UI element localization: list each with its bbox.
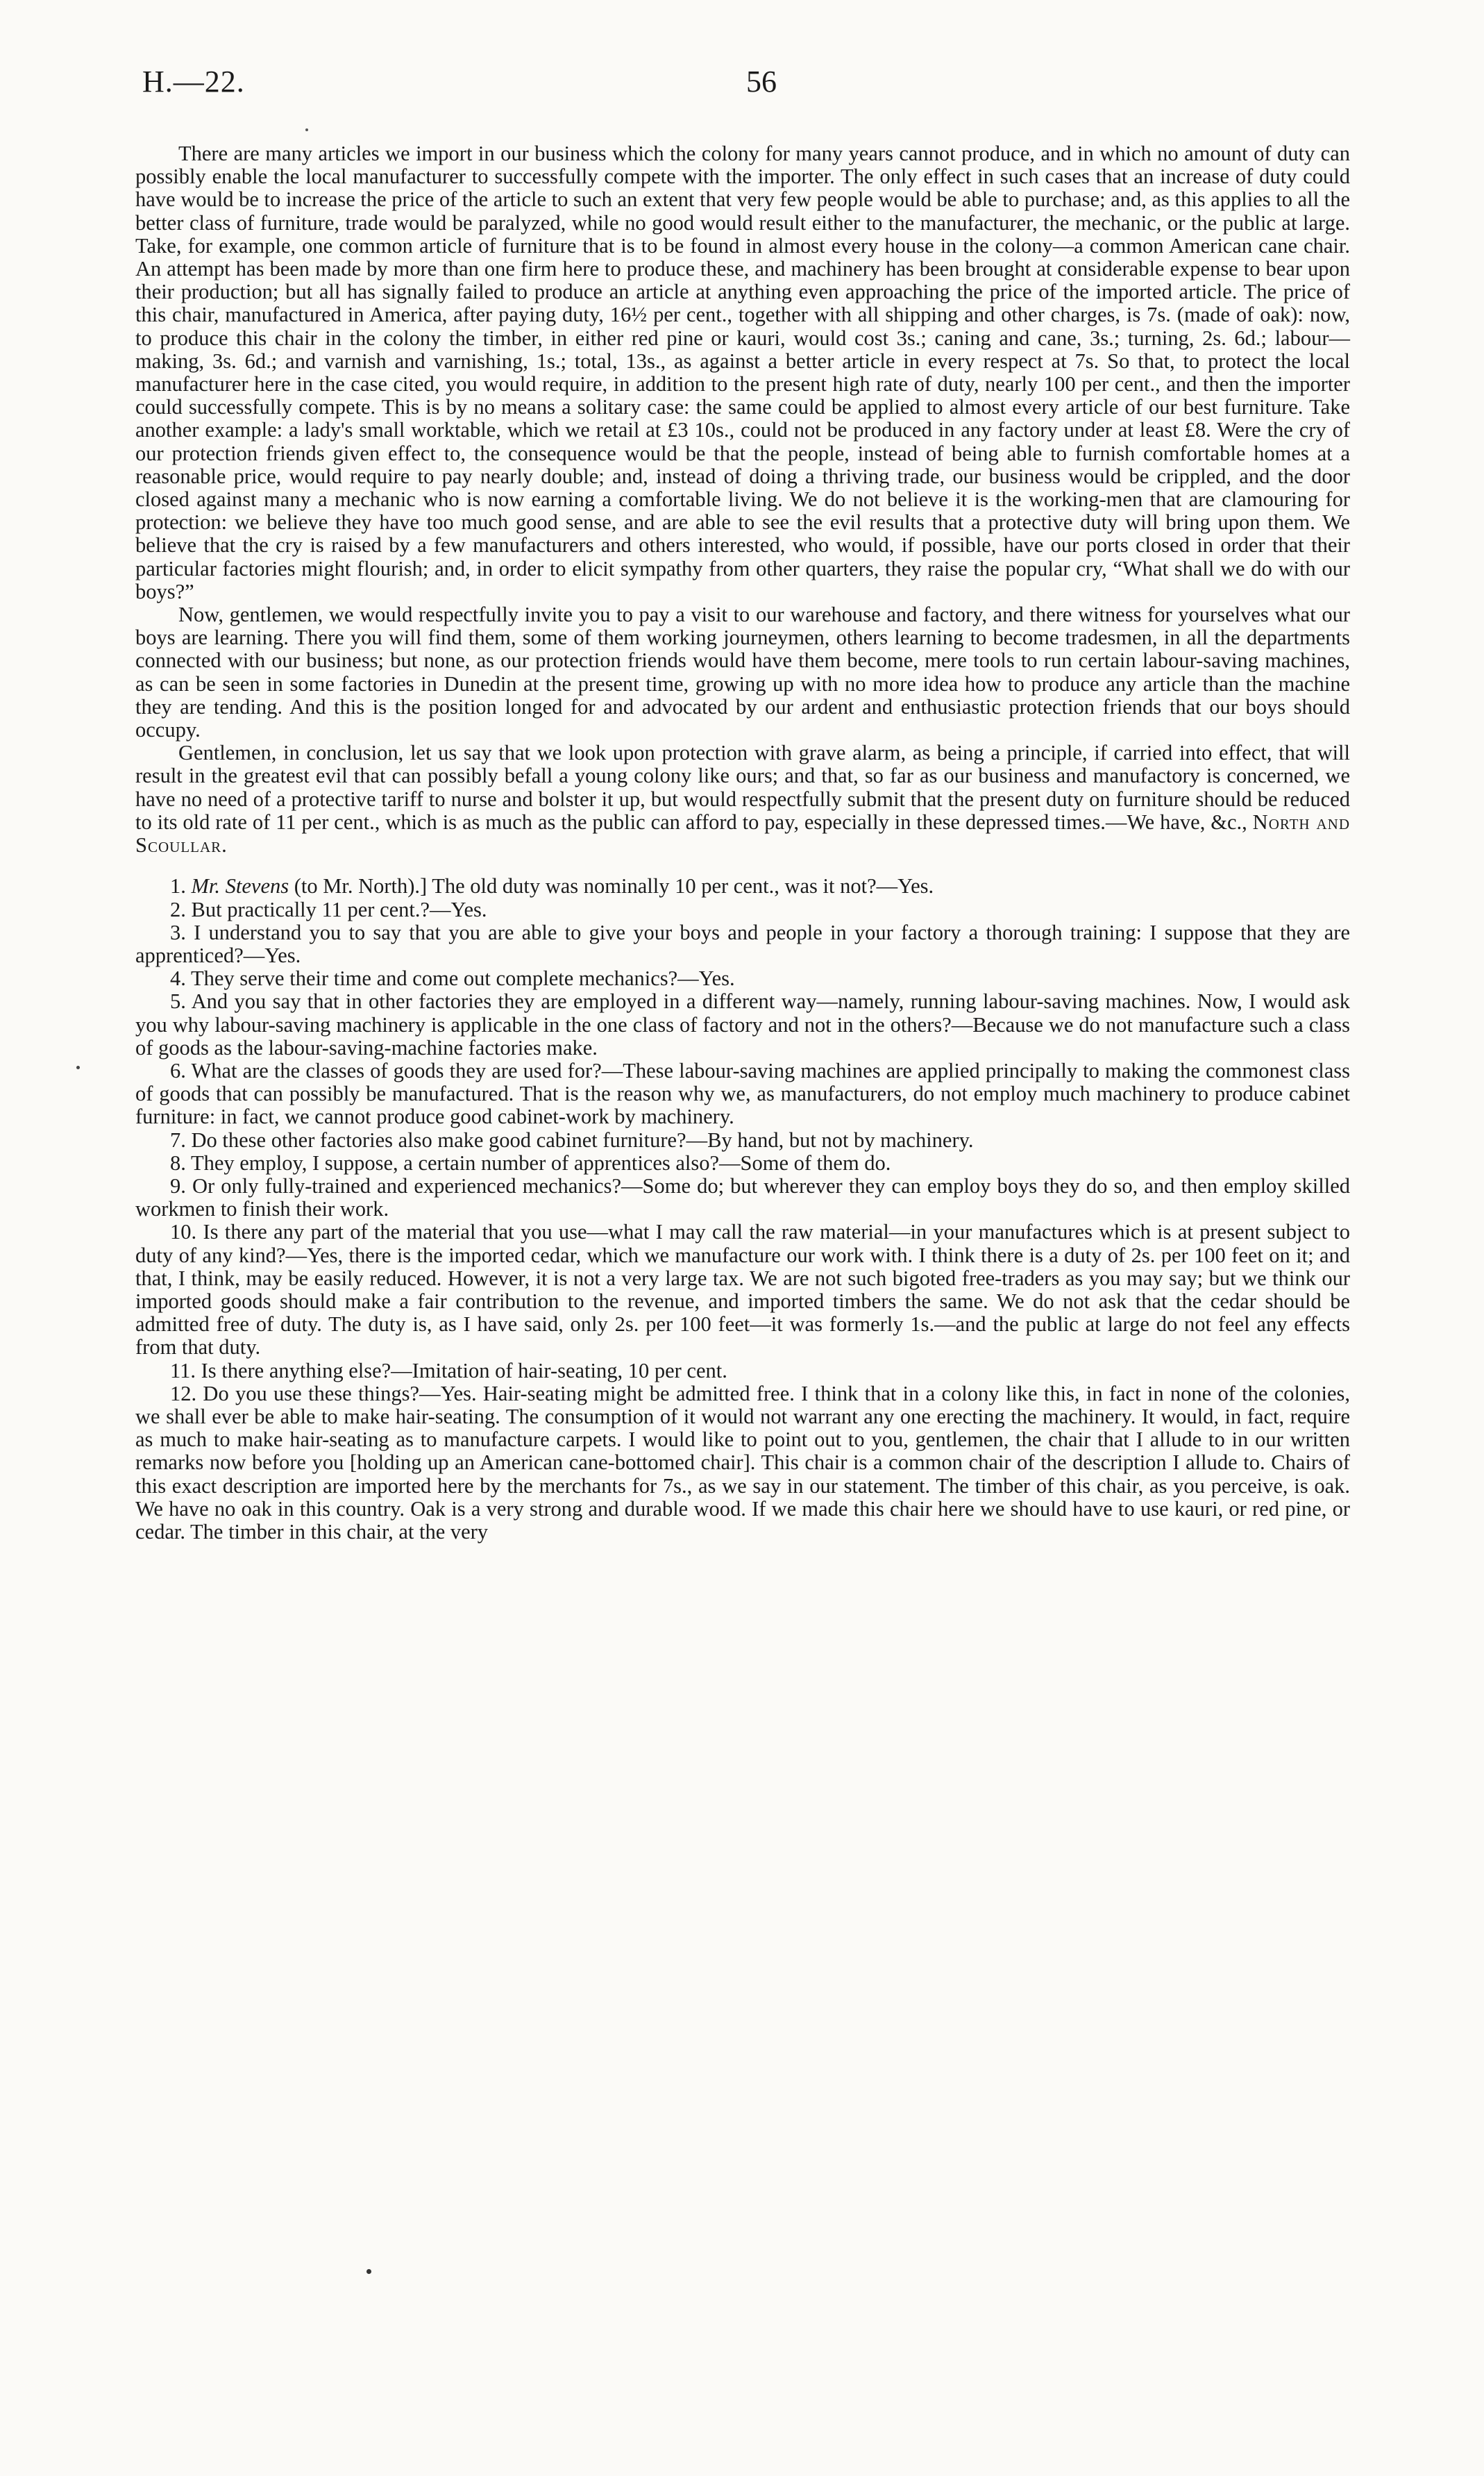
question-item: 4. They serve their time and come out complete mechanics?—Yes. <box>170 967 735 991</box>
closing-text: Gentlemen, in conclusion, let us say that we look upon protection with grave alarm, as being a principle, if carried into effect, that will result in the greatest evil that can possibly befall a young colony like ours; and that, so far as our business and manufactory is concerned, we have no need of a protective tariff to nurse and bolster it up, but would respectfully submit that the present duty on furniture should be reduced to its old rate of 11 per cent., which is as much as the public can afford to pay, especially in these depressed times.—We have, &c., <box>135 741 1350 834</box>
document-reference: H.—22. <box>142 65 245 99</box>
margin-mark <box>76 1066 80 1069</box>
question-item: 11. Is there anything else?—Imitation of hair-seating, 10 per cent. <box>170 1358 727 1382</box>
question-item: 2. But practically 11 per cent.?—Yes. <box>170 897 487 921</box>
evidence-questions <box>135 875 1350 1544</box>
page-header <box>142 64 1343 112</box>
speaker-name: Mr. Stevens <box>191 874 289 898</box>
document-body <box>135 142 1350 1544</box>
question-item: 8. They employ, I suppose, a certain number of apprentices also?—Some of them do. <box>170 1151 891 1175</box>
question-item: 5. And you say that in other factories they are employed in a different way—namely, running labour-saving machines. Now, I would ask you why labour-saving machinery is applicable in the one class of factory and not in the others?—Because we do not manufacture such a class of goods as the labour-saving-machine factories make. <box>135 989 1350 1060</box>
closing-paragraph <box>135 742 1350 857</box>
question-item: 7. Do these other factories also make good cabinet furniture?—By hand, but not by machinery. <box>170 1128 974 1152</box>
question-item: 9. Or only fully-trained and experienced mechanics?—Some do; but wherever they can employ boys they do so, and then employ skilled workmen to finish their work. <box>135 1173 1350 1221</box>
signature: North and Scoullar. <box>135 810 1351 858</box>
question-item <box>135 875 1350 898</box>
print-speck <box>305 128 308 131</box>
question-item: 10. Is there any part of the material that you use—what I may call the raw material—in your manufactures which is at present subject to duty of any kind?—Yes, there is the imported cedar, which we manufacture our work with. I think there is a duty of 2s. per 100 feet on it; and that, I think, may be easily reduced. However, it is not a very large tax. We are not such bigoted free-traders as you may say; but we think our imported goods should make a fair contribution to the revenue, and imported timbers the same. We do not ask that the cedar should be admitted free of duty. The duty is, as I have said, only 2s. per 100 feet—it was formerly 1s.—and the public at large do not feel any effects from that duty. <box>135 1220 1350 1360</box>
question-text: (to Mr. North).] The old duty was nominally 10 per cent., was it not?—Yes. <box>294 874 934 898</box>
letter-paragraph: Now, gentlemen, we would respectfully invite you to pay a visit to our warehouse and factory, and there witness for yourselves what our boys are learning. There you will find them, some of them working journeymen, others learning to become tradesmen, in all the departments connected with our business; but none, as our protection friends would have them become, mere tools to run certain labour-saving machines, as can be seen in some factories in Dunedin at the present time, growing up with no more idea how to produce any article than the machine they are tending. And this is the position longed for and advocated by our ardent and enthusiastic protection friends that our boys should occupy. <box>135 603 1350 742</box>
page-number: 56 <box>746 65 777 99</box>
question-item: 12. Do you use these things?—Yes. Hair-seating might be admitted free. I think that in a colony like this, in fact in none of the colonies, we shall ever be able to make hair-seating. The consumption of it would not warrant any one erecting the machinery. It would, in fact, require as much to make hair-seating as to manufacture carpets. I would like to point out to you, gentlemen, the chair that I allude to in our written remarks now before you [holding up an American cane-bottomed chair]. This chair is a common chair of the description I allude to. Chairs of this exact description are imported here by the merchants for 7s., as we say in our statement. The timber of this chair, as you perceive, is oak. We have no oak in this country. Oak is a very strong and durable wood. If we made this chair here we should have to use kauri, or red pine, or cedar. The timber in this chair, at the very <box>135 1381 1350 1544</box>
print-speck <box>366 2269 371 2274</box>
question-item: 6. What are the classes of goods they are used for?—These labour-saving machines are applied principally to making the commonest class of goods that can possibly be manufactured. That is the reason why we, as manufacturers, do not employ much machinery to produce cabinet furniture: in fact, we cannot produce good cabinet-work by machinery. <box>135 1058 1350 1129</box>
question-item: 3. I understand you to say that you are able to give your boys and people in your factory a thorough training: I suppose that they are apprenticed?—Yes. <box>135 920 1350 967</box>
letter-paragraph: There are many articles we import in our business which the colony for many years cannot produce, and in which no amount of duty can possibly enable the local manufacturer to successfully compete with the importer. The only effect in such cases that an increase of duty could have would be to increase the price of the article to such an extent that very few people would be able to purchase; and, as this applies to all the better class of furniture, trade would be paralyzed, while no good would result either to the manufacturer, the mechanic, or the public at large. Take, for example, one common article of furniture that is to be found in almost every house in the colony—a common American cane chair. An attempt has been made by more than one firm here to produce these, and machinery has been brought at considerable expense to bear upon their production; but all has signally failed to produce an article at anything even approaching the price of the imported article. The price of this chair, manufactured in America, after paying duty, 16½ per cent., together with all shipping and other charges, is 7s. (made of oak): now, to produce this chair in the colony the timber, in either red pine or kauri, would cost 3s.; caning and cane, 3s.; turning, 2s. 6d.; labour—making, 3s. 6d.; and varnish and varnishing, 1s.; total, 13s., as against a better article in every respect at 7s. So that, to protect the local manufacturer here in the case cited, you would require, in addition to the present high rate of duty, nearly 100 per cent., and then the importer could successfully compete. This is by no means a solitary case: the same could be applied to almost every article of our best furniture. Take another example: a lady's small worktable, which we retail at £3 10s., could not be produced in any factory under at least £8. Were the cry of our protection friends given effect to, the consequence would be that the people, instead of being able to furnish comfortable homes at a reasonable price, would require to pay nearly double; and, instead of doing a thriving trade, our business would be crippled, and the door closed against many a mechanic who is now earning a comfortable living. We do not believe it is the working-men that are clamouring for protection: we believe they have too much good sense, and are able to see the evil results that a protective duty will bring upon them. We believe that the cry is raised by a few manufacturers and others interested, who would, if possible, have our ports closed in order that their particular factories might flourish; and, in order to elicit sympathy from other quarters, they raise the popular cry, “What shall we do with our boys?” <box>135 142 1350 603</box>
question-number: 1. <box>170 874 186 898</box>
